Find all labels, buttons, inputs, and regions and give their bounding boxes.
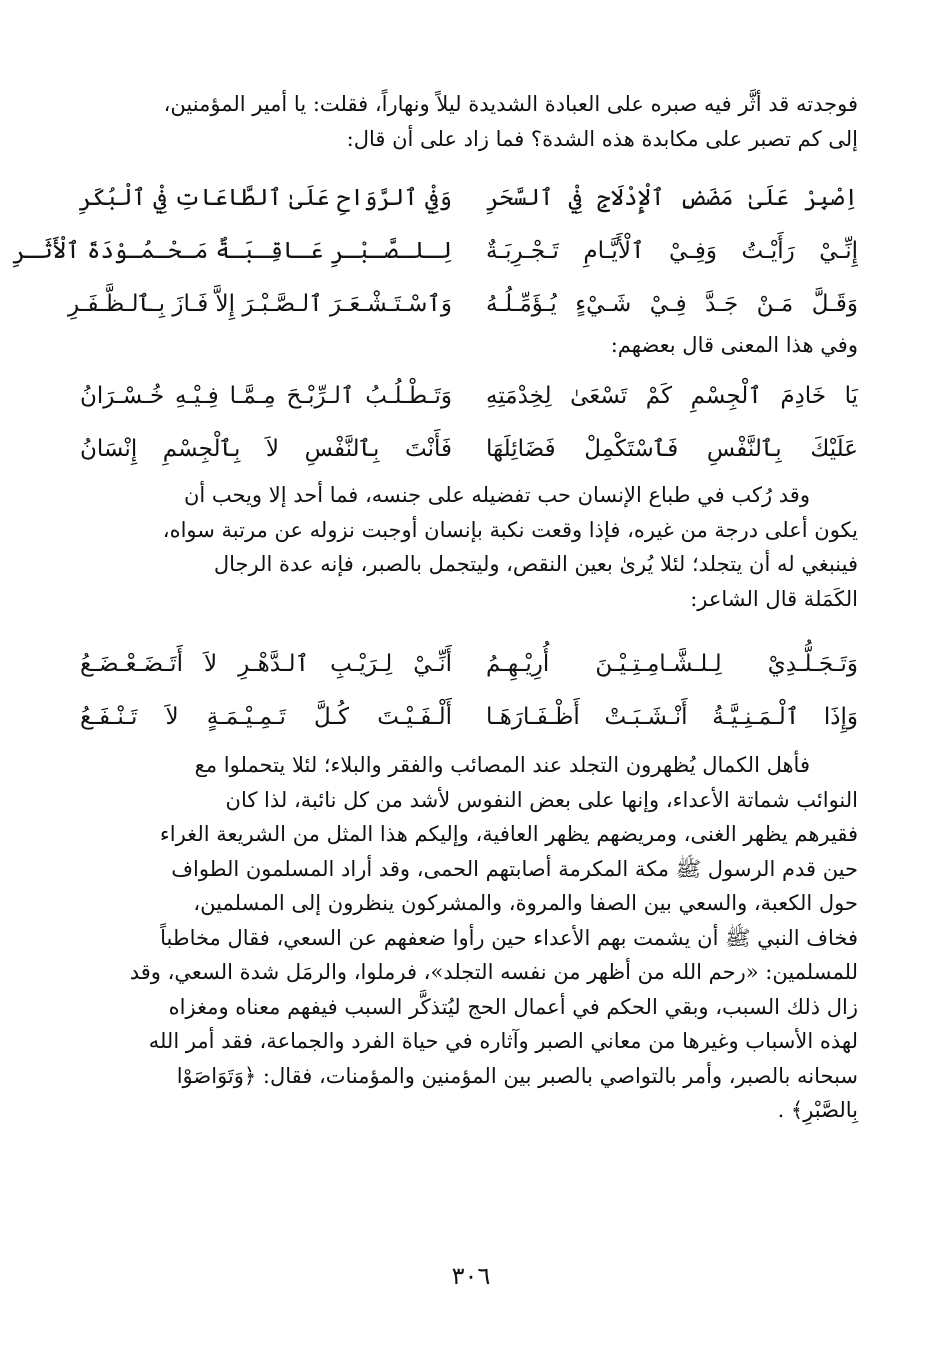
paragraph-line: يكون أعلى درجة من غيره، فإذا وقعت نكبة بإنسان أوجبت نزوله عن مرتبة سواه، xyxy=(162,517,858,542)
verse xyxy=(80,370,858,423)
paragraph-human-nature xyxy=(80,478,858,616)
paragraph-line: حين قدم الرسول ﷺ مكة المكرمة أصابتهم الحمى، وقد أراد المسلمون الطواف xyxy=(171,856,858,881)
paragraph-line: فقيرهم يظهر الغنى، ومريضهم يظهر العافية، وإليكم هذا المثل من الشريعة الغراء xyxy=(159,822,858,846)
poem-intro: وفي هذا المعنى قال بعضهم: xyxy=(610,333,858,357)
paragraph-line: لهذه الأسباب وغيرها من معاني الصبر وآثاره في حياة الفرد والجماعة، فقد أمر الله xyxy=(148,1029,858,1053)
verse xyxy=(12,225,858,278)
paragraph-people-of-perfection xyxy=(80,748,858,1128)
verse-second-hemistich: لِـلـصَّـبْـرِ عَـاقِـبَـةٌ مَـحْـمُـوْدَةَ ٱلْأَثَـرِ xyxy=(12,238,452,264)
paragraph-line: حول الكعبة، والسعي بين الصفا والمروة، والمشركون ينظرون إلى المسلمين، xyxy=(193,891,858,915)
verse xyxy=(80,172,858,225)
verse-second-hemistich: وَتَـطْـلُـبُ ٱلـرِّبْـحَ مِـمَّـا فِـيْـهِ خُـسْـرَانُ xyxy=(80,383,452,409)
paragraph-line: فخاف النبي ﷺ أن يشمت بهم الأعداء حين رأوا ضعفهم عن السعي، فقال مخاطباً xyxy=(160,925,858,950)
paragraph-line: سبحانه بالصبر، وأمر بالتواصي بالصبر بين المؤمنين والمؤمنات، فقال: ﴿وَتَوَاصَوْا xyxy=(176,1063,858,1088)
verse-first-hemistich: عَلَيْكَ بِٱلنَّفْسِ فَٱسْتَكْمِلْ فَضَائِلَهَا xyxy=(486,436,858,462)
paragraph-intro xyxy=(80,87,858,156)
paragraph-line: وقد رُكب في طباع الإنسان حب تفضيله على جنسه، فما أحد إلا ويحب أن xyxy=(183,483,810,507)
paragraph-line: للمسلمين: «رحم الله من أظهر من نفسه التجلد»، فرملوا، والرمَل شدة السعي، وقد xyxy=(129,960,858,984)
verse-second-hemistich: فَأَنْتَ بِٱلنَّفْسِ لاَ بِٱلْجِسْمِ إِنْسَانُ xyxy=(80,436,452,462)
verse-second-hemistich: وَٱسْـتَـشْـعَـرَ ٱلـصَّـبْـرَ إِلاَّ فَـازَ بِـٱلـظَّـفَـرِ xyxy=(68,291,452,317)
paragraph-line: فوجدته قد أثَّر فيه صبره على العبادة الشديدة ليلاً ونهاراً، فقلت: يا أمير المؤمنين، xyxy=(163,92,858,116)
paragraph-line: فينبغي له أن يتجلد؛ لئلا يُرىٰ بعين النقص، وليتجمل بالصبر، فإنه عدة الرجال xyxy=(213,552,858,576)
paragraph-line: الكَمَلة قال الشاعر: xyxy=(690,586,858,611)
paragraph-line: فأهل الكمال يُظهرون التجلد عند المصائب والفقر والبلاء؛ لئلا يتحملوا مع xyxy=(194,753,810,777)
page-number: ٣٠٦ xyxy=(451,1262,491,1290)
poem-body-soul xyxy=(80,370,858,476)
verse-first-hemistich: وَإِذَا ٱلْـمَـنِـيَّـةُ أَنْـشَـبَـتْ أَظْـفَـارَهَـا xyxy=(486,704,858,730)
verse xyxy=(68,278,858,331)
paragraph-line: إلى كم تصبر على مكابدة هذه الشدة؟ فما زاد على أن قال: xyxy=(346,126,858,151)
verse-first-hemistich: اِصْبِرْ عَلَىٰ مَضَضِ ٱلْإِدْلَاجِ فِيْ ٱلسَّحَرِ xyxy=(486,185,858,211)
poem-endurance xyxy=(80,638,858,744)
verse xyxy=(80,423,858,476)
paragraph-line: بِالصَّبْرِ﴾ . xyxy=(777,1098,858,1122)
verse-second-hemistich: أَلْـفَـيْـتَ كُـلَّ تَـمِـيْـمَـةٍ لاَ تَـنْـفَـعُ xyxy=(80,704,452,730)
poem-patience xyxy=(12,172,858,331)
verse-second-hemistich: وَفِيْ ٱلرَّوَاحِ عَلَىٰ ٱلطَّاعَاتِ فِيْ ٱلْبُكَرِ xyxy=(78,185,452,211)
paragraph-line: النوائب شماتة الأعداء، وإنها على بعض النفوس لأشد من كل نائبة، لذا كان xyxy=(225,787,858,812)
verse-first-hemistich: وَتَـجَـلُّـدِيْ لِـلـشَّـامِـتِـيْـنَ أُرِيْـهِـمُ xyxy=(486,651,858,677)
paragraph-line: زال ذلك السبب، وبقي الحكم في أعمال الحج ليُتذكَّر السبب فيفهم معناه ومغزاه xyxy=(168,994,858,1019)
verse-first-hemistich: يَا خَادِمَ ٱلْجِسْمِ كَمْ تَسْعَىٰ لِخِدْمَتِهِ xyxy=(486,383,858,409)
verse-first-hemistich: وَقَـلَّ مَـنْ جَـدَّ فِـيْ شَـيْءٍ يُـؤَمِّـلُـهُ xyxy=(486,291,858,317)
verse-first-hemistich: إِنِّـيْ رَأَيْـتُ وَفِـيْ ٱلْأَيَّـامِ تَـجْـرِبَـةٌ xyxy=(486,238,858,264)
verse xyxy=(80,638,858,691)
verse-second-hemistich: أَنِّـيْ لِـرَيْـبِ ٱلـدَّهْـرِ لاَ أَتَـضَـعْـضَـعُ xyxy=(80,651,452,677)
verse xyxy=(80,691,858,744)
